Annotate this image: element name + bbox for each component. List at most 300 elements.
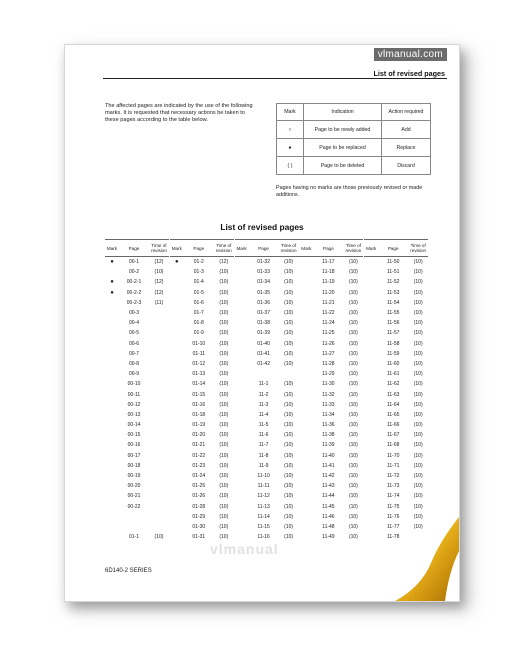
table-row [364, 359, 428, 369]
row-page: 11-13 [257, 503, 270, 510]
row-revision: (10) [348, 422, 358, 429]
row-revision: (10) [413, 381, 423, 388]
column-header-revision: Time of revision [280, 243, 297, 253]
table-row [105, 389, 169, 399]
table-row [235, 512, 299, 522]
row-page: 11-36 [322, 422, 335, 429]
row-revision: (10) [284, 381, 294, 388]
table-row [170, 359, 234, 369]
table-row [170, 522, 234, 532]
column-header-row [170, 239, 234, 257]
row-page: 11-60 [386, 360, 400, 367]
column-header-page: Page [323, 245, 334, 251]
row-page: 11-11 [257, 483, 270, 490]
row-revision: (10) [348, 503, 358, 510]
table-row [299, 400, 363, 410]
table-row [170, 420, 234, 430]
mark-symbol: ○ [277, 121, 304, 139]
table-row [235, 502, 299, 512]
table-row [235, 471, 299, 481]
table-row [105, 491, 169, 501]
mark-symbol: ( ) [277, 157, 304, 175]
row-revision: (10) [284, 503, 294, 510]
row-revision: (10) [348, 513, 358, 520]
row-revision: (10) [284, 422, 294, 429]
row-page: 00-9 [128, 371, 139, 378]
page-curl-icon [385, 511, 459, 601]
mark-action: Add [382, 121, 431, 139]
row-page: 11-76 [386, 513, 400, 520]
row-page: 01-33 [257, 269, 270, 276]
table-row [105, 430, 169, 440]
row-page: 01-34 [257, 279, 270, 286]
row-revision: (10) [348, 299, 358, 306]
table-row [235, 288, 299, 298]
row-mark: ● [110, 279, 114, 286]
row-revision: (10) [348, 360, 358, 367]
row-revision: (10) [413, 503, 423, 510]
row-page: 11-33 [322, 401, 335, 408]
row-page: 00-2-2 [126, 289, 142, 296]
row-page: 11-25 [322, 330, 335, 337]
table-row [105, 461, 169, 471]
row-page: 11-52 [386, 279, 400, 286]
row-revision: (10) [284, 534, 294, 541]
row-revision: (10) [219, 411, 229, 418]
table-row [170, 410, 234, 420]
row-revision: (10) [284, 320, 294, 327]
table-row [105, 298, 169, 308]
row-revision: (12) [219, 259, 229, 266]
watermark-center: vlmanual [210, 541, 279, 557]
table-row [170, 430, 234, 440]
table-row [105, 400, 169, 410]
table-row [364, 491, 428, 501]
row-page: 01-21 [192, 442, 206, 449]
table-row [299, 440, 363, 450]
row-revision: (10) [413, 310, 423, 317]
table-row [105, 369, 169, 379]
row-page: 11-21 [322, 299, 335, 306]
row-page: 11-59 [386, 350, 400, 357]
row-page: 00-12 [127, 401, 141, 408]
row-revision: (10) [413, 289, 423, 296]
table-row [299, 277, 363, 287]
row-page: 01-24 [192, 473, 206, 480]
table-row [170, 512, 234, 522]
row-page: 01-20 [192, 432, 206, 439]
row-page: 00-10 [127, 381, 141, 388]
list-title: List of revised pages [220, 222, 304, 232]
row-page: 11-73 [386, 483, 400, 490]
row-page: 11-78 [386, 534, 400, 541]
table-row [364, 481, 428, 491]
row-page: 11-32 [322, 391, 335, 398]
table-row [170, 502, 234, 512]
row-page: 01-19 [192, 422, 206, 429]
row-page: 11-42 [322, 473, 335, 480]
row-page: 01-31 [192, 534, 206, 541]
table-row [299, 288, 363, 298]
document-page [64, 44, 460, 602]
table-row [235, 318, 299, 328]
table-row [235, 420, 299, 430]
table-row [235, 308, 299, 318]
column-header-mark: Mark [366, 245, 377, 251]
row-page: 01-12 [192, 360, 206, 367]
row-page: 11-22 [322, 310, 335, 317]
table-row [105, 502, 169, 512]
table-row [299, 339, 363, 349]
row-page: 01-23 [192, 462, 206, 469]
row-page: 00-2-3 [126, 299, 142, 306]
table-row [235, 257, 299, 267]
table-row [299, 257, 363, 267]
row-revision: (10) [154, 534, 164, 541]
row-revision: (10) [413, 432, 423, 439]
table-row [299, 420, 363, 430]
table-row [364, 318, 428, 328]
table-row [105, 440, 169, 450]
row-revision: (10) [348, 381, 358, 388]
row-revision: (10) [413, 401, 423, 408]
row-revision: (10) [348, 401, 358, 408]
row-revision: (10) [348, 411, 358, 418]
column-header-page: Page [387, 245, 399, 251]
row-page: 11-1 [258, 381, 269, 388]
row-page: 11-29 [322, 371, 335, 378]
watermark-badge: vlmanual.com [374, 48, 447, 61]
table-row [170, 451, 234, 461]
row-revision: (10) [348, 462, 358, 469]
row-page: 11-6 [258, 432, 269, 439]
row-page: 01-41 [257, 350, 270, 357]
row-revision: (10) [219, 371, 229, 378]
row-page: 01-14 [192, 381, 206, 388]
table-row [105, 349, 169, 359]
row-revision: (10) [284, 442, 294, 449]
row-page: 11-19 [322, 279, 335, 286]
column-header-row [235, 239, 299, 257]
table-row [364, 369, 428, 379]
table-row [364, 277, 428, 287]
row-page: 01-32 [257, 259, 270, 266]
row-revision: (10) [219, 462, 229, 469]
row-revision: (10) [284, 513, 294, 520]
table-row [235, 379, 299, 389]
row-page: 01-26 [192, 493, 206, 500]
row-page: 01-4 [193, 279, 204, 286]
row-page: 01-10 [192, 340, 206, 347]
row-revision: (10) [413, 269, 423, 276]
table-row [105, 267, 169, 277]
table-row [235, 461, 299, 471]
row-revision: (10) [219, 279, 229, 286]
table-row [299, 522, 363, 532]
row-page: 01-11 [192, 350, 205, 357]
row-revision: (10) [348, 523, 358, 530]
table-row [105, 379, 169, 389]
row-revision: (10) [219, 269, 229, 276]
row-page: 00-22 [127, 503, 141, 510]
row-revision: (10) [219, 391, 229, 398]
row-page: 00-4 [128, 320, 139, 327]
row-revision: (10) [413, 493, 423, 500]
mark-symbol: ● [277, 139, 304, 157]
row-page: 11-9 [258, 462, 269, 469]
row-page: 11-67 [386, 432, 400, 439]
row-revision: (10) [284, 523, 294, 530]
row-page: 00-6 [128, 340, 139, 347]
row-revision: (10) [219, 350, 229, 357]
row-revision: (10) [413, 299, 423, 306]
table-row [364, 288, 428, 298]
row-revision: (12) [154, 279, 164, 286]
row-revision: (10) [284, 391, 294, 398]
table-row [364, 339, 428, 349]
row-page: 00-11 [127, 391, 141, 398]
row-page: 11-18 [322, 269, 335, 276]
table-row [299, 410, 363, 420]
table-row [364, 298, 428, 308]
row-page: 00-19 [127, 473, 141, 480]
row-revision: (10) [413, 350, 423, 357]
row-page: 00-2-1 [126, 279, 142, 286]
row-page: 11-45 [322, 503, 335, 510]
row-page: 00-18 [127, 462, 141, 469]
row-page: 11-63 [386, 391, 400, 398]
table-row [364, 389, 428, 399]
mark-action: Replace [382, 139, 431, 157]
row-page: 00-17 [127, 452, 141, 459]
row-page: 11-30 [322, 381, 335, 388]
row-page: 11-15 [257, 523, 270, 530]
table-row [364, 420, 428, 430]
column-header-page: Page [128, 245, 140, 251]
table-row [364, 400, 428, 410]
row-revision: (10) [219, 483, 229, 490]
row-revision: (10) [348, 330, 358, 337]
row-page: 01-39 [257, 330, 270, 337]
row-page: 11-61 [386, 371, 400, 378]
row-page: 11-74 [386, 493, 400, 500]
row-revision: (10) [219, 340, 229, 347]
table-row [364, 267, 428, 277]
table-row [364, 349, 428, 359]
table-row [299, 430, 363, 440]
row-revision: (10) [348, 320, 358, 327]
row-page: 11-68 [386, 442, 400, 449]
row-page: 11-41 [322, 462, 335, 469]
revision-column-group [170, 239, 234, 542]
row-revision: (10) [413, 473, 423, 480]
table-row [299, 359, 363, 369]
row-page: 01-38 [257, 320, 270, 327]
table-row [364, 410, 428, 420]
row-revision: (10) [284, 310, 294, 317]
table-row [105, 522, 169, 532]
row-page: 11-46 [322, 513, 335, 520]
row-revision: (10) [413, 462, 423, 469]
row-page: 11-56 [386, 320, 400, 327]
row-revision: (10) [413, 391, 423, 398]
row-page: 00-8 [128, 360, 139, 367]
table-row [299, 308, 363, 318]
row-revision: (10) [348, 371, 358, 378]
table-row [235, 430, 299, 440]
table-row [364, 308, 428, 318]
row-revision: (10) [284, 360, 294, 367]
table-row [299, 491, 363, 501]
note-paragraph: Pages having no marks are those previously revised or made additions. [276, 185, 423, 198]
row-page: 00-5 [128, 330, 139, 337]
row-page: 01-13 [192, 371, 206, 378]
row-page: 11-57 [386, 330, 400, 337]
row-page: 11-66 [386, 422, 400, 429]
row-page: 11-77 [386, 523, 400, 530]
table-row [235, 481, 299, 491]
row-page: 11-43 [322, 483, 335, 490]
row-page: 01-29 [192, 513, 206, 520]
row-revision: (10) [348, 391, 358, 398]
column-header-revision: Time of revision [345, 243, 362, 253]
row-page: 11-75 [386, 503, 400, 510]
table-row [299, 389, 363, 399]
table-row [105, 532, 169, 542]
row-revision: (10) [219, 442, 229, 449]
row-page: 11-70 [386, 452, 400, 459]
row-revision: (10) [348, 432, 358, 439]
row-page: 11-53 [386, 289, 400, 296]
row-page: 11-54 [386, 299, 400, 306]
table-row [170, 491, 234, 501]
revision-column-group [105, 239, 169, 542]
table-row [235, 410, 299, 420]
column-header-revision: Time of revision [410, 243, 427, 253]
table-row [364, 440, 428, 450]
table-row [105, 410, 169, 420]
row-revision: (10) [284, 432, 294, 439]
row-revision: (10) [219, 381, 229, 388]
row-revision: (12) [154, 259, 164, 266]
row-revision: (10) [413, 330, 423, 337]
row-page: 01-1 [128, 534, 139, 541]
table-row [235, 277, 299, 287]
table-row [235, 267, 299, 277]
mark-indication: Page to be deleted [304, 157, 382, 175]
column-header-row [364, 239, 428, 257]
row-revision: (11) [154, 299, 164, 306]
row-page: 01-15 [192, 391, 206, 398]
row-page: 11-4 [258, 411, 269, 418]
row-page: 11-28 [322, 360, 335, 367]
row-revision: (10) [219, 432, 229, 439]
table-row [364, 461, 428, 471]
table-row [235, 451, 299, 461]
row-page: 01-9 [193, 330, 204, 337]
table-row [170, 379, 234, 389]
row-page: 01-6 [193, 299, 204, 306]
row-page: 11-62 [386, 381, 400, 388]
intro-paragraph: The affected pages are indicated by the use of the following marks. It is requested that necessary actions be taken to these pages according to the table below. [105, 103, 253, 123]
row-page: 11-27 [322, 350, 335, 357]
header-rule [103, 78, 447, 79]
row-page: 01-42 [257, 360, 270, 367]
table-row [170, 339, 234, 349]
row-page: 11-24 [322, 320, 335, 327]
row-revision: (10) [284, 452, 294, 459]
mark-indication: Page to be newly added [304, 121, 382, 139]
row-revision: (10) [219, 422, 229, 429]
row-revision: (10) [219, 310, 229, 317]
row-revision: (10) [284, 259, 294, 266]
table-row [170, 440, 234, 450]
table-row [299, 532, 363, 542]
row-page: 00-7 [128, 350, 139, 357]
row-page: 01-8 [193, 320, 204, 327]
table-row [299, 512, 363, 522]
row-page: 01-7 [193, 310, 204, 317]
row-page: 01-2 [193, 259, 204, 266]
table-row [235, 400, 299, 410]
row-revision: (10) [413, 371, 423, 378]
row-revision: (10) [348, 350, 358, 357]
row-revision: (10) [219, 299, 229, 306]
row-revision: (10) [348, 340, 358, 347]
table-row [170, 461, 234, 471]
row-revision: (10) [219, 523, 229, 530]
row-page: 11-55 [386, 310, 400, 317]
row-page: 11-44 [322, 493, 335, 500]
row-page: 01-36 [257, 299, 270, 306]
table-row [299, 451, 363, 461]
table-row [299, 349, 363, 359]
row-page: 11-49 [322, 534, 335, 541]
table-row [105, 512, 169, 522]
row-page: 11-8 [258, 452, 269, 459]
row-revision: (10) [348, 483, 358, 490]
row-revision: (10) [348, 452, 358, 459]
table-row [170, 471, 234, 481]
table-row [364, 257, 428, 267]
row-page: 11-48 [322, 523, 335, 530]
row-page: 11-50 [386, 259, 400, 266]
row-page: 11-3 [258, 401, 269, 408]
row-revision: (10) [154, 269, 164, 276]
row-revision: (10) [413, 442, 423, 449]
revision-column-group [299, 239, 363, 542]
row-revision: (10) [219, 503, 229, 510]
row-revision: (10) [413, 452, 423, 459]
row-revision: (10) [348, 534, 358, 541]
row-revision: (10) [284, 473, 294, 480]
table-row [299, 267, 363, 277]
table-row [170, 308, 234, 318]
table-row [170, 349, 234, 359]
row-revision: (10) [284, 279, 294, 286]
marks-header-indication: Indication [304, 104, 382, 121]
row-revision: (10) [348, 289, 358, 296]
table-row [105, 359, 169, 369]
table-row [299, 328, 363, 338]
table-row [170, 400, 234, 410]
row-page: 11-16 [257, 534, 270, 541]
table-row [364, 379, 428, 389]
row-revision: (10) [284, 340, 294, 347]
row-revision: (12) [154, 289, 164, 296]
row-revision: (10) [284, 462, 294, 469]
row-revision: (10) [219, 401, 229, 408]
